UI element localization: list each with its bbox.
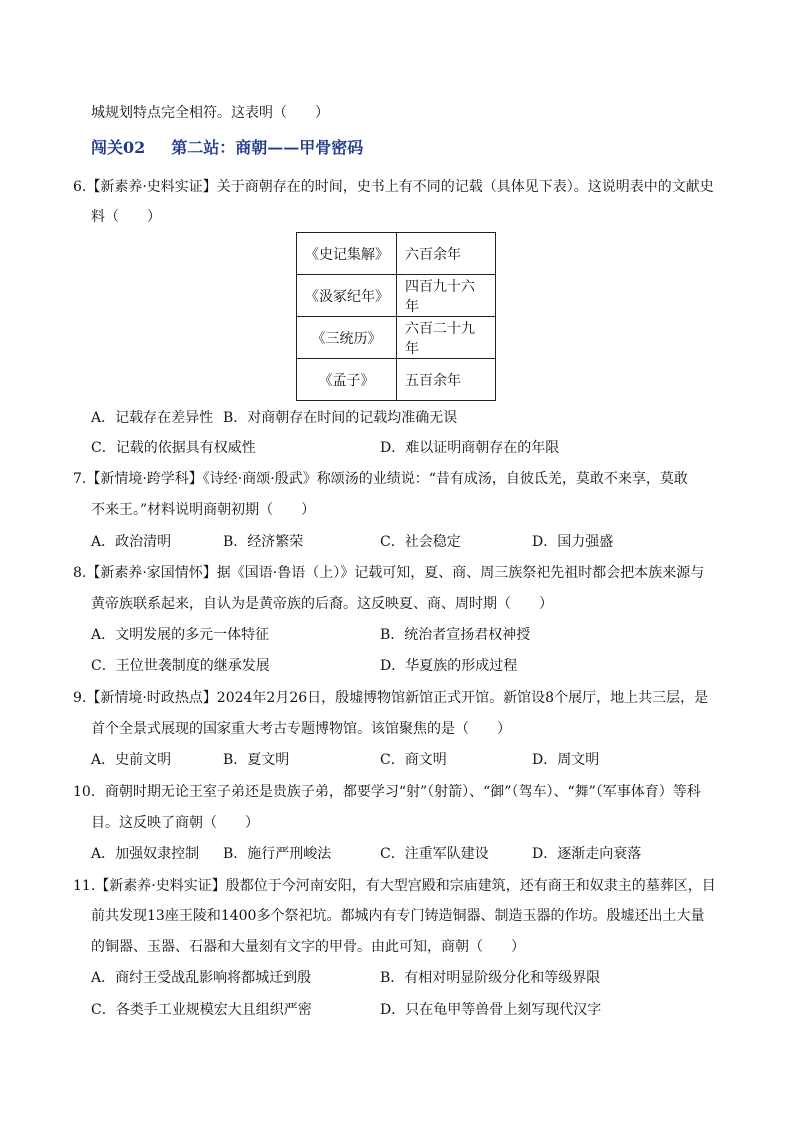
question-11-option-c: C．各类手工业规模宏大且组织严密: [91, 1002, 312, 1018]
table-cell-duration: 六百余年: [397, 233, 496, 275]
question-11-option-a: A．商纣王受战乱影响将都城迁到殷: [91, 970, 312, 986]
table-row: [297, 359, 496, 401]
question-8-option-c: C．王位世袭制度的继承发展: [91, 658, 270, 674]
question-9-line-1: 9.【新情境·时政热点】2024年2月26日，殷墟博物馆新馆正式开馆。新馆设8个展厅，地上共三层，是: [73, 690, 709, 706]
question-6-line-1: 6.【新素养·史料实证】关于商朝存在的时间，史书上有不同的记载（具体见下表）。这说明表中的文献史: [73, 179, 714, 195]
question-8-line-2: 黄帝族联系起来，自认为是黄帝族的后裔。这反映夏、商、周时期（ ）: [91, 596, 553, 612]
question-7-line-2: 不来王。”材料说明商朝初期（ ）: [91, 502, 316, 518]
question-8-option-b: B．统治者宣扬君权神授: [380, 627, 531, 643]
section-tag: 闯关02: [91, 138, 146, 157]
question-6-option-b: B．对商朝存在时间的记载均准确无误: [223, 410, 458, 426]
table-cell-book: 《史记集解》: [297, 233, 397, 275]
question-10-option-a: A．加强奴隶控制: [91, 846, 200, 862]
question-8-option-a: A．文明发展的多元一体特征: [91, 627, 270, 643]
question-10-line-2: 目。这反映了商朝（ ）: [91, 815, 259, 831]
section-heading: [91, 137, 363, 159]
question-11-option-d: D．只在龟甲等兽骨上刻写现代汉字: [380, 1002, 602, 1018]
table-cell-duration: 六百二十九年: [397, 317, 496, 359]
question-7-line-1: 7.【新情境·跨学科】《诗经·商颂·殷武》称颂汤的业绩说：“昔有成汤，自彼氐羌，莫敢不来享，莫敢: [73, 471, 688, 487]
question-9-option-d: D．周文明: [532, 752, 600, 768]
question-9-option-a: A．史前文明: [91, 752, 172, 768]
table-cell-book: 《三统历》: [297, 317, 397, 359]
question-11-option-b: B．有相对明显阶级分化和等级界限: [380, 970, 601, 986]
section-title: 第二站：商朝——甲骨密码: [171, 138, 364, 157]
table-cell-book: 《孟子》: [297, 359, 397, 401]
question-10-option-d: D．逐渐走向衰落: [532, 846, 642, 862]
table-cell-book: 《汲冢纪年》: [297, 275, 397, 317]
table-row: [297, 275, 496, 317]
table-cell-duration: 四百九十六年: [397, 275, 496, 317]
question-6-line-2: 料（ ）: [91, 209, 161, 225]
table-cell-duration: 五百余年: [397, 359, 496, 401]
continuation-line: 城规划特点完全相符。这表明（ ）: [91, 105, 329, 121]
question-7-option-b: B．经济繁荣: [223, 534, 304, 550]
question-9-option-c: C．商文明: [380, 752, 447, 768]
question-11-line-1: 11.【新素养·史料实证】殷都位于今河南安阳，有大型宫殿和宗庙建筑，还有商王和奴隶主的墓葬区，目: [73, 878, 716, 894]
question-11-line-2: 前共发现13座王陵和1400多个祭祀坑。都城内有专门铸造铜器、制造玉器的作坊。殷墟还出土大量: [91, 908, 705, 924]
question-6-option-d: D．难以证明商朝存在的年限: [380, 440, 560, 456]
question-7-option-d: D．国力强盛: [532, 534, 614, 550]
question-6-option-c: C．记载的依据具有权威性: [91, 440, 256, 456]
table-row: [297, 317, 496, 359]
question-7-option-c: C．社会稳定: [380, 534, 461, 550]
question-11-line-3: 的铜器、玉器、石器和大量刻有文字的甲骨。由此可知，商朝（ ）: [91, 939, 525, 955]
question-8-line-1: 8.【新素养·家国情怀】据《国语·鲁语（上）》记载可知，夏、商、周三族祭祀先祖时都会把本族来源与: [73, 565, 705, 581]
question-6-option-a: A．记载存在差异性: [91, 410, 214, 426]
question-9-option-b: B．夏文明: [223, 752, 290, 768]
question-10-line-1: 10．商朝时期无论王室子弟还是贵族子弟，都要学习“射”（射箭）、“御”（驾车）、“舞”（军事体育）等科: [73, 784, 701, 800]
question-7-option-a: A．政治清明: [91, 534, 172, 550]
table-row: [297, 233, 496, 275]
question-9-line-2: 首个全景式展现的国家重大考古专题博物馆。该馆聚焦的是（ ）: [91, 721, 511, 737]
question-10-option-c: C．注重军队建设: [380, 846, 489, 862]
source-table: [296, 232, 496, 401]
question-8-option-d: D．华夏族的形成过程: [380, 658, 518, 674]
question-10-option-b: B．施行严刑峻法: [223, 846, 332, 862]
